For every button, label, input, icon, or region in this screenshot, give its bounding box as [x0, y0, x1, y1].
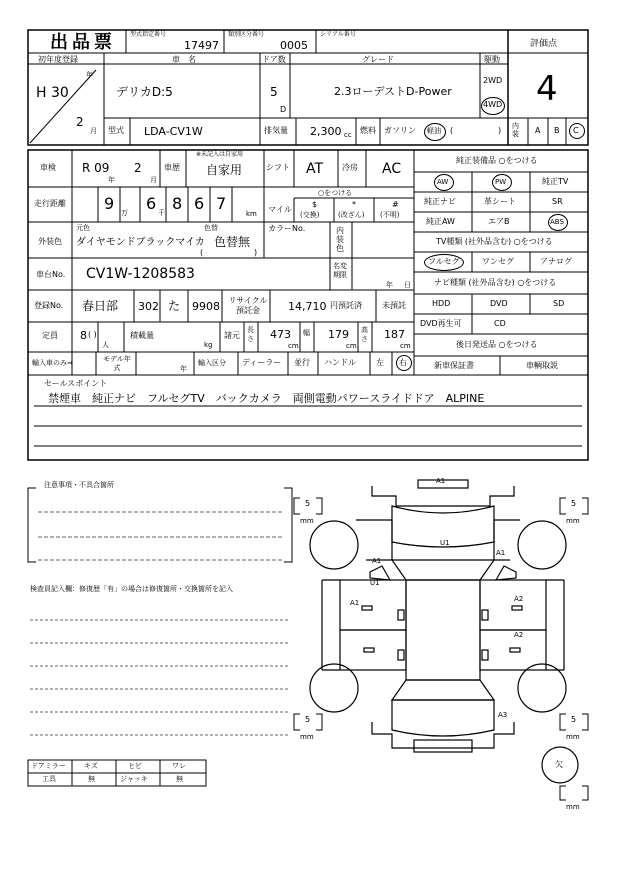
swap-label: (交換) [300, 211, 320, 219]
tv-analog: アナログ [540, 257, 572, 266]
equip-pw: PW [495, 178, 507, 186]
navi-cd: CD [494, 319, 506, 328]
mark-right-rear-door: A2 [514, 631, 524, 639]
equipment-label: 純正装備品 ○をつける [456, 156, 538, 165]
navi-sd: SD [553, 299, 565, 308]
chassis-value: CV1W-1208583 [86, 266, 195, 282]
color-label: 外装色 [38, 237, 62, 246]
mileage-digit-5: 7 [216, 194, 227, 213]
history-note: ※未記入は自家用 [196, 151, 244, 158]
orig-color-label: 元色 [76, 224, 90, 232]
mark-rear-quarter: A3 [498, 711, 508, 719]
car-name-value: デリカD:5 [116, 85, 173, 99]
name-change-label: 名変期限 [333, 262, 347, 279]
mileage-sen: 千 [158, 209, 165, 217]
mark-left-pillar: U1 [370, 579, 380, 587]
inspector-label: 検査員記入欄：修復歴「有」の場合は修復箇所・交換箇所を記入 [30, 585, 233, 593]
mileage-attach-note: ○をつける [318, 189, 353, 197]
mark-front-bumper: A1 [436, 477, 446, 485]
fuel-gasoline: ガソリン [384, 126, 416, 135]
new-car-warranty: 新車保証書 [434, 361, 474, 370]
height-cm: cm [400, 342, 411, 350]
year-unit: 年 [86, 71, 93, 79]
equip-abs: ABS [550, 218, 564, 226]
chassis-label: 車台No. [36, 270, 66, 279]
capacity-paren: ( ) [88, 330, 97, 339]
ac-value: AC [382, 161, 402, 177]
category-value: 0005 [280, 39, 308, 52]
legend-jack-value: 無 [176, 775, 183, 783]
color-no-label: カラーNo. [268, 224, 306, 233]
displacement-label: 排気量 [264, 126, 288, 135]
fuel-diesel: 軽油 [427, 127, 441, 135]
mileage-digit-2: 6 [146, 194, 157, 213]
grade-label: グレード [362, 55, 394, 64]
serial-label: シリアル番号 [320, 31, 356, 38]
steering-label: ハンドル [324, 358, 356, 367]
steering-right: 右 [399, 358, 407, 367]
equip-genuine-aw: 純正AW [426, 217, 455, 226]
later-items-label: 後日発送品 ○をつける [456, 340, 538, 349]
load-label: 積載量 [130, 331, 154, 340]
inspection-label: 車検 [40, 163, 56, 172]
mark-right-fender: A1 [496, 549, 506, 557]
mileage-digit-3: 8 [172, 194, 183, 213]
interior-b: B [554, 126, 560, 135]
cc-unit: cc [344, 131, 352, 139]
legend-door-mirror: ドアミラー [31, 762, 66, 770]
dvd-playback: DVD再生可 [420, 319, 462, 328]
spare-mm: mm [566, 803, 580, 811]
navi-dvd: DVD [490, 299, 508, 308]
equip-genuine-tv: 純正TV [542, 177, 569, 186]
km-unit: km [246, 210, 257, 218]
first-reg-label: 初年度登録 [38, 55, 78, 64]
first-reg-era: H 30 [36, 85, 69, 101]
interior-c: C [573, 126, 579, 135]
drive-label: 駆動 [484, 55, 500, 64]
mileage-man: 万 [121, 209, 128, 217]
height-label: 高さ [361, 326, 368, 343]
length-cm: cm [288, 342, 299, 350]
navi-type-label: ナビ種類 (社外品含む) ○をつける [434, 278, 557, 287]
import-type-label: 輸入区分 [198, 359, 226, 367]
inspection-year: R 09 [82, 161, 110, 175]
legend-tools-value: 無 [88, 775, 95, 783]
tread-front-left: 5 [305, 499, 311, 508]
sales-point-label: セールスポイント [44, 379, 108, 388]
sales-point-text: 禁煙車 純正ナビ フルセグTV バックカメラ 両側電動パワースライドドア ALPINE [48, 392, 485, 405]
caution-label: 注意事項・不具合箇所 [44, 481, 114, 489]
tamper-label: (改ざん) [338, 211, 365, 219]
mileage-digit-1: 9 [104, 194, 115, 213]
import-parallel: 並行 [294, 358, 310, 367]
vehicle-manual: 車輌取説 [526, 361, 558, 370]
dims-label: 諸元 [224, 331, 240, 340]
doors-label: ドア数 [262, 55, 286, 64]
unknown-label: (不明) [380, 211, 400, 219]
width-cm: cm [346, 342, 357, 350]
mark-left-fender: A1 [372, 557, 382, 565]
mark-hood: U1 [440, 539, 450, 547]
inspection-year-unit: 年 [108, 176, 115, 184]
interior-label: 内装 [512, 122, 519, 138]
form-title: 出品票 [50, 32, 116, 53]
history-value: 自家用 [206, 163, 243, 177]
shift-value: AT [306, 161, 324, 177]
model-designation-value: 17497 [184, 39, 219, 52]
tv-oneseg: ワンセグ [482, 257, 514, 266]
tv-type-label: TV種類 (社外品含む) ○をつける [436, 237, 553, 246]
name-change-year-unit: 年 [386, 281, 393, 289]
color-change-value: 色替無 [214, 235, 251, 249]
tread-rear-left-mm: mm [300, 733, 314, 741]
tread-rear-right: 5 [571, 715, 577, 724]
car-diagram [310, 477, 578, 783]
legend-break: ワレ [172, 762, 186, 770]
legend-scratch: キズ [84, 762, 98, 770]
doors-value: 5 [270, 85, 278, 99]
model-label: 型式 [108, 126, 124, 135]
tread-front-left-mm: mm [300, 517, 314, 525]
color-change-label: 色替 [204, 224, 218, 232]
mark-left-front-door: A1 [350, 599, 360, 607]
orig-color-value: ダイヤモンドブラックマイカ [76, 237, 205, 248]
drive-2wd: 2WD [483, 76, 503, 85]
legend-crack: ヒビ [128, 762, 142, 770]
navi-hdd: HDD [432, 299, 451, 308]
model-year-unit: 年 [180, 365, 187, 373]
swap-symbol: $ [312, 200, 318, 209]
tread-rear-right-mm: mm [566, 733, 580, 741]
length-value: 473 [270, 328, 291, 341]
import-label: 輸入車のみ⇒ [32, 359, 73, 367]
inspection-month-unit: 月 [150, 176, 157, 184]
equip-aw: AW [437, 178, 449, 186]
equip-airbag: エアB [488, 217, 510, 226]
model-designation-label: 型式指定番号 [130, 31, 167, 38]
kg-unit: kg [204, 341, 213, 349]
category-label: 類別区分番号 [228, 31, 265, 38]
reg-label: 登録No. [34, 301, 64, 310]
equip-leather: 革シート [484, 197, 516, 206]
height-value: 187 [384, 328, 405, 341]
capacity-value: 8 [80, 329, 87, 342]
recycle-amount: 14,710 [288, 300, 327, 313]
reg-area: 春日部 [82, 299, 119, 313]
tread-front-right: 5 [571, 499, 577, 508]
ac-label: 冷房 [342, 163, 358, 172]
mileage-digit-4: 6 [194, 194, 205, 213]
tread-front-right-mm: mm [566, 517, 580, 525]
model-value: LDA-CV1W [144, 125, 203, 138]
equip-genuine-navi: 純正ナビ [424, 197, 456, 206]
inspection-month: 2 [134, 161, 142, 175]
tamper-symbol: * [352, 200, 356, 209]
mile-label: マイル [268, 205, 292, 214]
name-change-day-unit: 日 [404, 281, 411, 289]
reg-class: 302 [138, 300, 159, 313]
recycle-label: リサイクル預託金 [228, 296, 268, 315]
tv-fullseg: フルセグ [428, 257, 460, 266]
grade-value: 2.3ローデストD-Power [334, 85, 452, 98]
recycle-not-deposited: 未預託 [382, 301, 406, 310]
capacity-label: 定員 [42, 331, 58, 340]
first-reg-month: 2 [76, 115, 84, 129]
import-dealer: ディーラー [242, 358, 282, 367]
equip-sr: SR [552, 197, 563, 206]
fuel-label: 燃料 [360, 126, 376, 135]
int-color-label: 内装色 [336, 226, 344, 253]
door-type: D [280, 105, 287, 114]
width-label: 幅 [303, 329, 310, 337]
mileage-label: 走行距離 [34, 199, 66, 208]
interior-a: A [535, 126, 541, 135]
reg-kana: た [168, 299, 181, 313]
car-name-label: 車 名 [172, 55, 196, 64]
history-label: 車歴 [164, 163, 180, 172]
reg-number: 9908 [192, 300, 220, 313]
shift-label: シフト [266, 163, 290, 172]
length-label: 長さ [247, 326, 254, 343]
legend-jack: ジャッキ [120, 775, 148, 783]
model-year-label: モデル年式 [103, 355, 131, 372]
spare-tire-label: 欠 [555, 760, 563, 769]
recycle-deposited: 円預託済 [330, 301, 362, 310]
person-unit: 人 [102, 341, 109, 349]
displacement-value: 2,300 [310, 125, 342, 138]
legend-tools: 工具 [42, 775, 56, 783]
tread-rear-left: 5 [305, 715, 311, 724]
steering-left: 左 [376, 358, 384, 367]
unknown-symbol: # [392, 200, 399, 209]
drive-4wd: 4WD [483, 100, 503, 109]
width-value: 179 [328, 328, 349, 341]
month-unit: 月 [90, 127, 97, 135]
rating-value: 4 [536, 69, 558, 109]
mark-right-front-door: A2 [514, 595, 524, 603]
rating-label: 評価点 [530, 39, 558, 49]
